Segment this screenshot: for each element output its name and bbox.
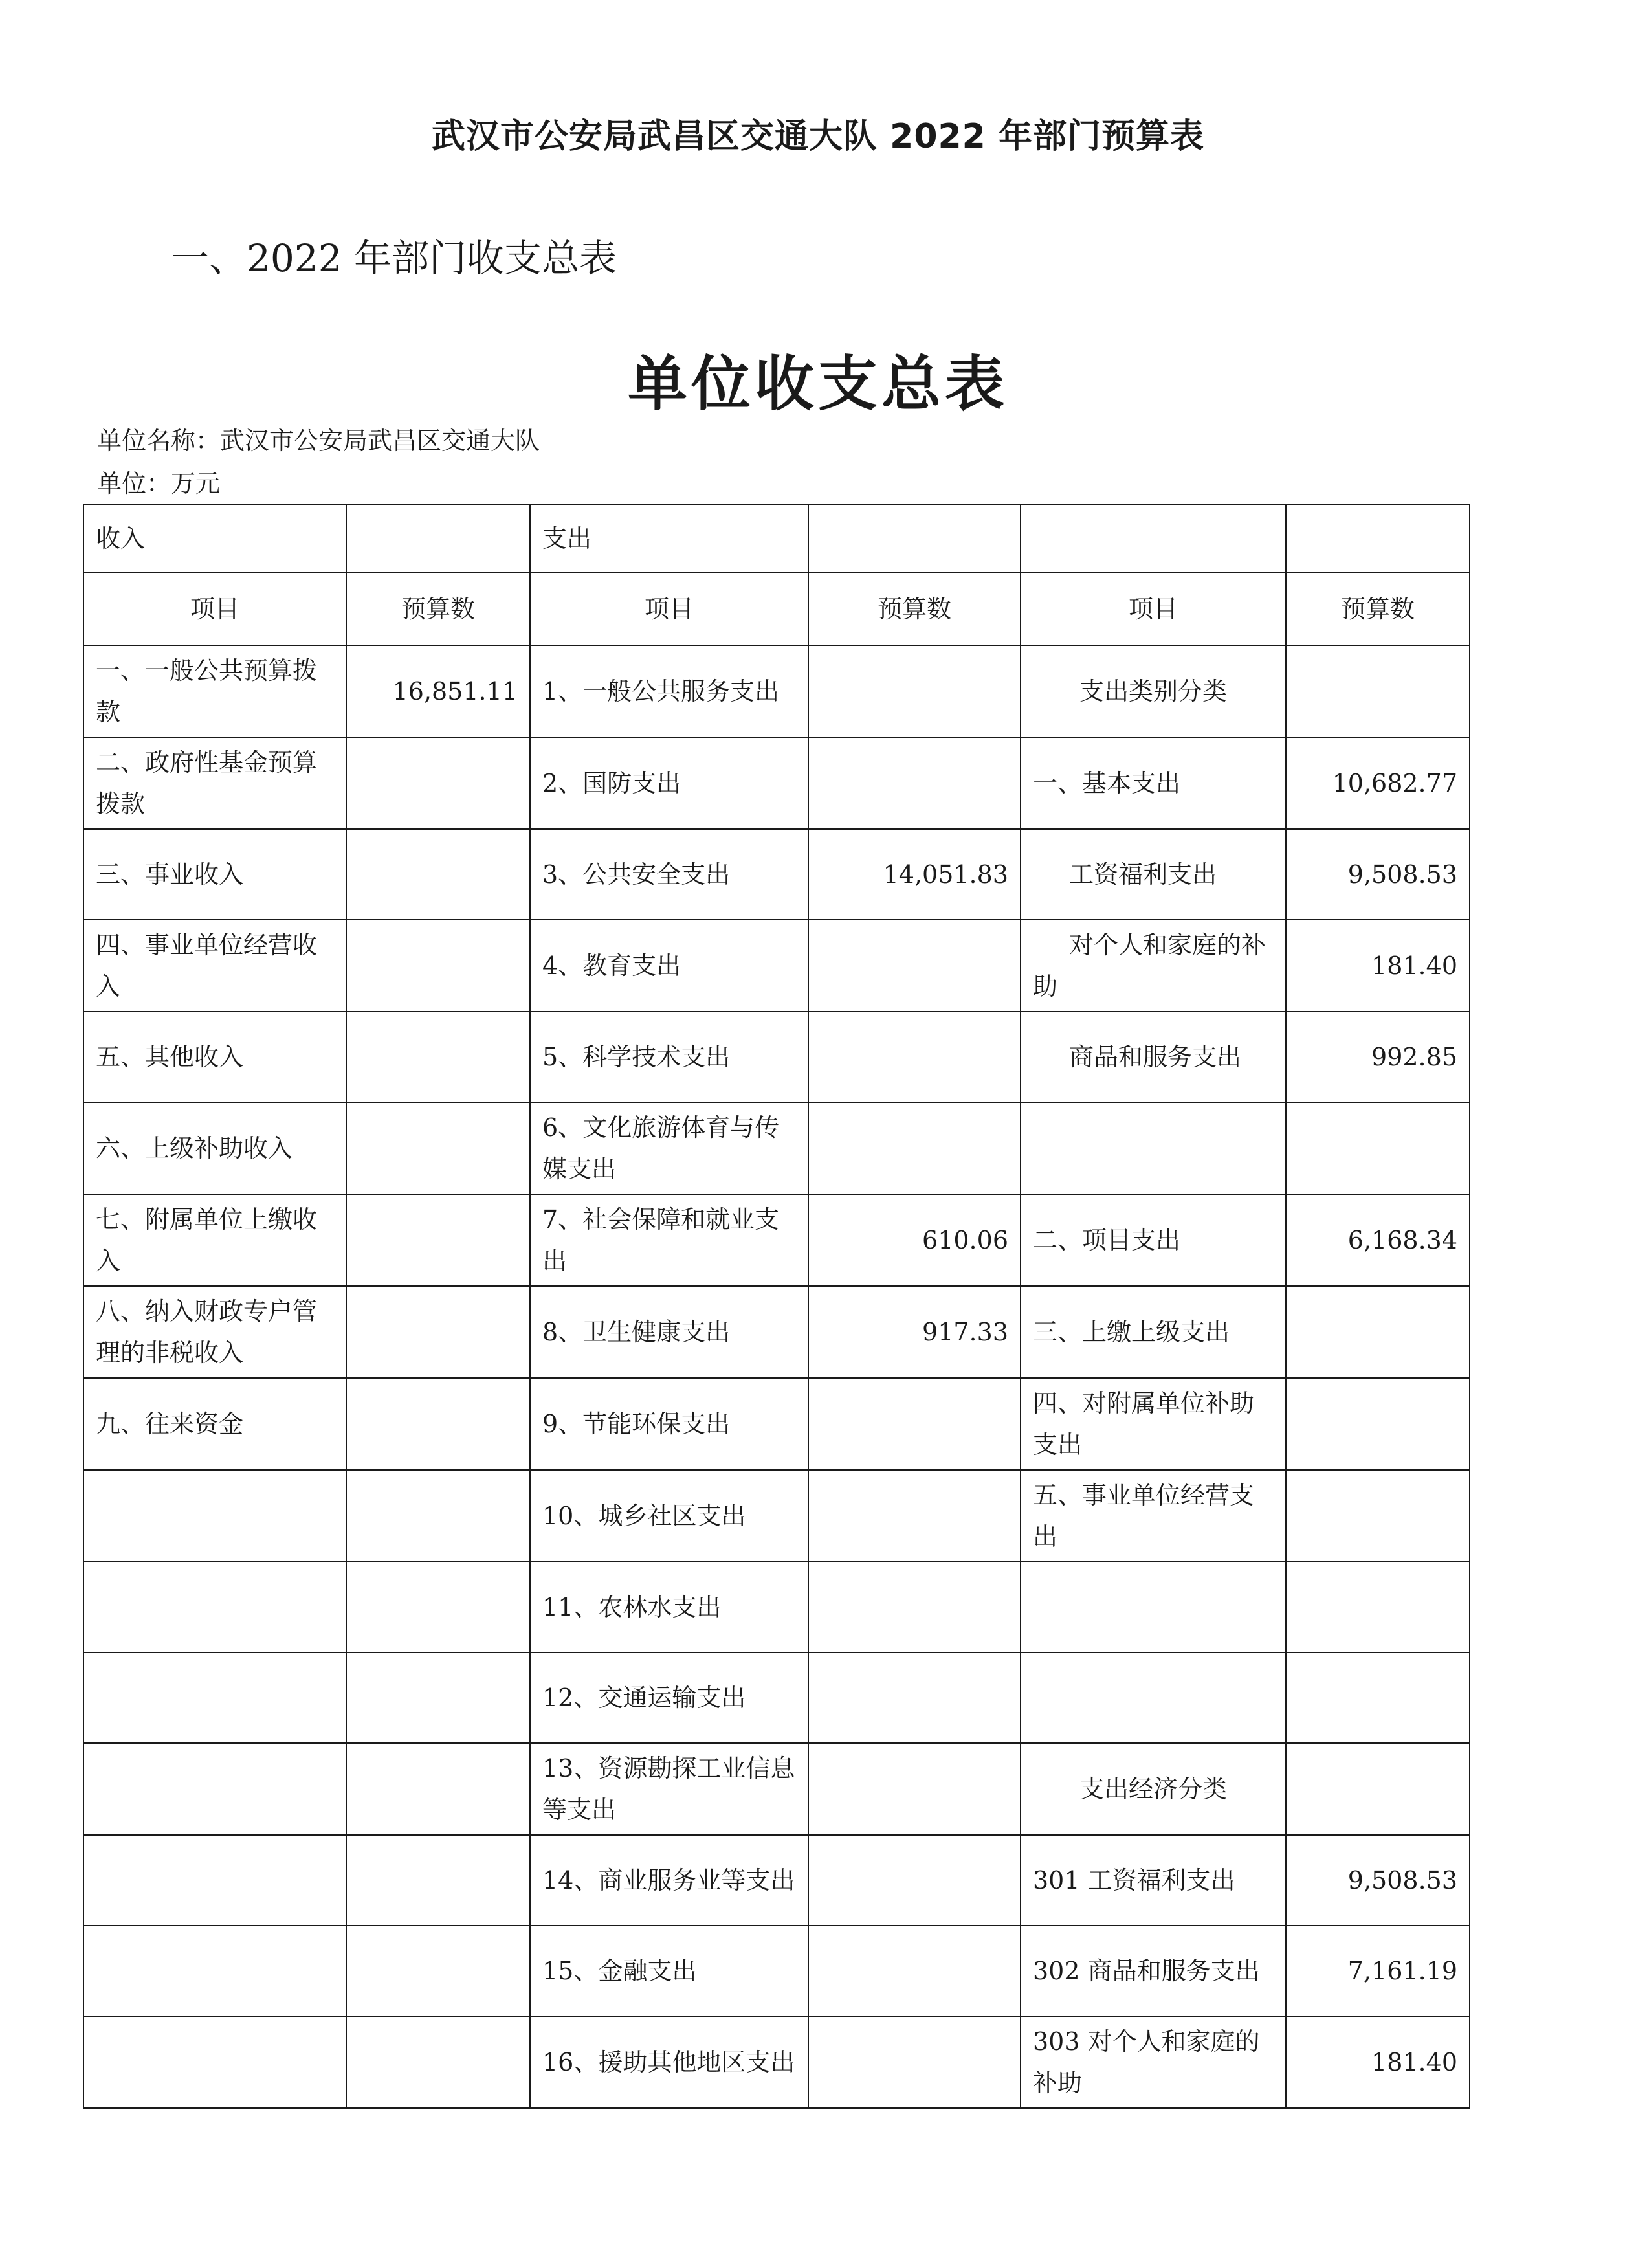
income-amount (346, 1926, 530, 2016)
document-title: 武汉市公安局武昌区交通大队 2022 年部门预算表 (432, 117, 1204, 156)
expense-item: 9、节能环保支出 (530, 1378, 808, 1470)
expense-amount (808, 1012, 1021, 1102)
expense-amount (808, 1470, 1021, 1562)
expense-amount (808, 1562, 1021, 1652)
classification-item: 四、对附属单位补助支出 (1021, 1378, 1286, 1470)
income-item: 五、其他收入 (83, 1012, 346, 1102)
expense-item: 16、援助其他地区支出 (530, 2016, 808, 2108)
classification-amount: 9,508.53 (1286, 1835, 1470, 1926)
expense-item: 1、一般公共服务支出 (530, 645, 808, 737)
classification-item: 对个人和家庭的补助 (1021, 920, 1286, 1012)
income-amount (346, 1743, 530, 1835)
income-amount (346, 829, 530, 920)
classification-amount: 6,168.34 (1286, 1194, 1470, 1286)
classification-amount (1286, 1378, 1470, 1470)
expense-amount (808, 1743, 1021, 1835)
classification-item: 商品和服务支出 (1021, 1012, 1286, 1102)
classification-item: 303 对个人和家庭的补助 (1021, 2016, 1286, 2108)
expense-amount (808, 1835, 1021, 1926)
income-item: 一、一般公共预算拨款 (83, 645, 346, 737)
income-item: 八、纳入财政专户管理的非税收入 (83, 1286, 346, 1378)
income-amount (346, 1012, 530, 1102)
expense-amount (808, 920, 1021, 1012)
income-item: 七、附属单位上缴收入 (83, 1194, 346, 1286)
classification-amount (1286, 1743, 1470, 1835)
classification-amount (1286, 1652, 1470, 1743)
income-item (83, 1562, 346, 1652)
table-row (83, 1286, 1470, 1378)
table-row (83, 829, 1470, 920)
income-item (83, 1743, 346, 1835)
col-budget-header: 预算数 (808, 573, 1021, 645)
classification-item: 五、事业单位经营支出 (1021, 1470, 1286, 1562)
expense-item: 11、农林水支出 (530, 1562, 808, 1652)
table-row (83, 1470, 1470, 1562)
income-item (83, 2016, 346, 2108)
classification-amount: 9,508.53 (1286, 829, 1470, 920)
header-row-groups (83, 504, 1470, 573)
expense-amount (808, 1652, 1021, 1743)
classification-item: 工资福利支出 (1021, 829, 1286, 920)
table-row (83, 737, 1470, 829)
income-amount (346, 1194, 530, 1286)
classification-amount (1286, 1102, 1470, 1194)
classification-amount (1286, 1286, 1470, 1378)
expense-amount: 917.33 (808, 1286, 1021, 1378)
expense-amount (808, 737, 1021, 829)
expense-item: 15、金融支出 (530, 1926, 808, 2016)
expense-item: 5、科学技术支出 (530, 1012, 808, 1102)
income-group-header: 收入 (83, 504, 346, 573)
col-item-header: 项目 (530, 573, 808, 645)
budget-table (83, 504, 1470, 2109)
table-row (83, 1102, 1470, 1194)
table-row (83, 920, 1470, 1012)
income-item (83, 1652, 346, 1743)
expense-item: 7、社会保障和就业支出 (530, 1194, 808, 1286)
expense-item: 2、国防支出 (530, 737, 808, 829)
classification-item: 一、基本支出 (1021, 737, 1286, 829)
income-amount (346, 1562, 530, 1652)
expense-item: 8、卫生健康支出 (530, 1286, 808, 1378)
classification-item: 301 工资福利支出 (1021, 1835, 1286, 1926)
income-item: 六、上级补助收入 (83, 1102, 346, 1194)
income-item (83, 1835, 346, 1926)
income-amount (346, 920, 530, 1012)
classification-amount: 7,161.19 (1286, 1926, 1470, 2016)
table-row (83, 1562, 1470, 1652)
income-item: 三、事业收入 (83, 829, 346, 920)
expense-amount (808, 1102, 1021, 1194)
expense-item: 3、公共安全支出 (530, 829, 808, 920)
expense-item: 6、文化旅游体育与传媒支出 (530, 1102, 808, 1194)
income-amount: 16,851.11 (346, 645, 530, 737)
col-item-header: 项目 (1021, 573, 1286, 645)
income-amount (346, 1378, 530, 1470)
classification-item: 二、项目支出 (1021, 1194, 1286, 1286)
expense-amount (808, 1926, 1021, 2016)
classification-item: 302 商品和服务支出 (1021, 1926, 1286, 2016)
expense-amount (808, 645, 1021, 737)
section-title: 一、2022 年部门收支总表 (171, 236, 617, 280)
income-amount (346, 1652, 530, 1743)
classification-amount (1286, 645, 1470, 737)
classification-item (1021, 1652, 1286, 1743)
header-empty (808, 504, 1021, 573)
table-row (83, 1378, 1470, 1470)
expense-item: 12、交通运输支出 (530, 1652, 808, 1743)
table-row (83, 1194, 1470, 1286)
table-row (83, 1835, 1470, 1926)
col-budget-header: 预算数 (1286, 573, 1470, 645)
classification-amount: 181.40 (1286, 920, 1470, 1012)
expense-amount: 14,051.83 (808, 829, 1021, 920)
classification-amount: 992.85 (1286, 1012, 1470, 1102)
col-budget-header: 预算数 (346, 573, 530, 645)
expense-amount (808, 1378, 1021, 1470)
income-amount (346, 737, 530, 829)
income-item (83, 1926, 346, 2016)
table-row (83, 1012, 1470, 1102)
income-item: 九、往来资金 (83, 1378, 346, 1470)
expense-amount (808, 2016, 1021, 2108)
unit-name: 单位名称：武汉市公安局武昌区交通大队 (97, 427, 540, 455)
header-empty (1286, 504, 1470, 573)
classification-item (1021, 1562, 1286, 1652)
classification-amount (1286, 1562, 1470, 1652)
income-amount (346, 2016, 530, 2108)
income-item (83, 1470, 346, 1562)
income-amount (346, 1286, 530, 1378)
table-row (83, 645, 1470, 737)
classification-item (1021, 1102, 1286, 1194)
expense-amount: 610.06 (808, 1194, 1021, 1286)
classification-amount: 181.40 (1286, 2016, 1470, 2108)
table-row (83, 1926, 1470, 2016)
classification-item: 支出经济分类 (1021, 1743, 1286, 1835)
header-empty (346, 504, 530, 573)
table-row (83, 1743, 1470, 1835)
classification-amount (1286, 1470, 1470, 1562)
unit-label: 单位：万元 (97, 469, 221, 498)
table-title: 单位收支总表 (627, 349, 1008, 419)
classification-item: 支出类别分类 (1021, 645, 1286, 737)
expense-item: 10、城乡社区支出 (530, 1470, 808, 1562)
header-row-columns (83, 573, 1470, 645)
income-amount (346, 1102, 530, 1194)
col-item-header: 项目 (83, 573, 346, 645)
table-row (83, 2016, 1470, 2108)
expense-group-header: 支出 (530, 504, 808, 573)
income-amount (346, 1835, 530, 1926)
classification-item: 三、上缴上级支出 (1021, 1286, 1286, 1378)
classification-amount: 10,682.77 (1286, 737, 1470, 829)
expense-item: 14、商业服务业等支出 (530, 1835, 808, 1926)
income-item: 四、事业单位经营收入 (83, 920, 346, 1012)
expense-item: 13、资源勘探工业信息等支出 (530, 1743, 808, 1835)
income-item: 二、政府性基金预算拨款 (83, 737, 346, 829)
table-row (83, 1652, 1470, 1743)
income-amount (346, 1470, 530, 1562)
header-empty (1021, 504, 1286, 573)
expense-item: 4、教育支出 (530, 920, 808, 1012)
